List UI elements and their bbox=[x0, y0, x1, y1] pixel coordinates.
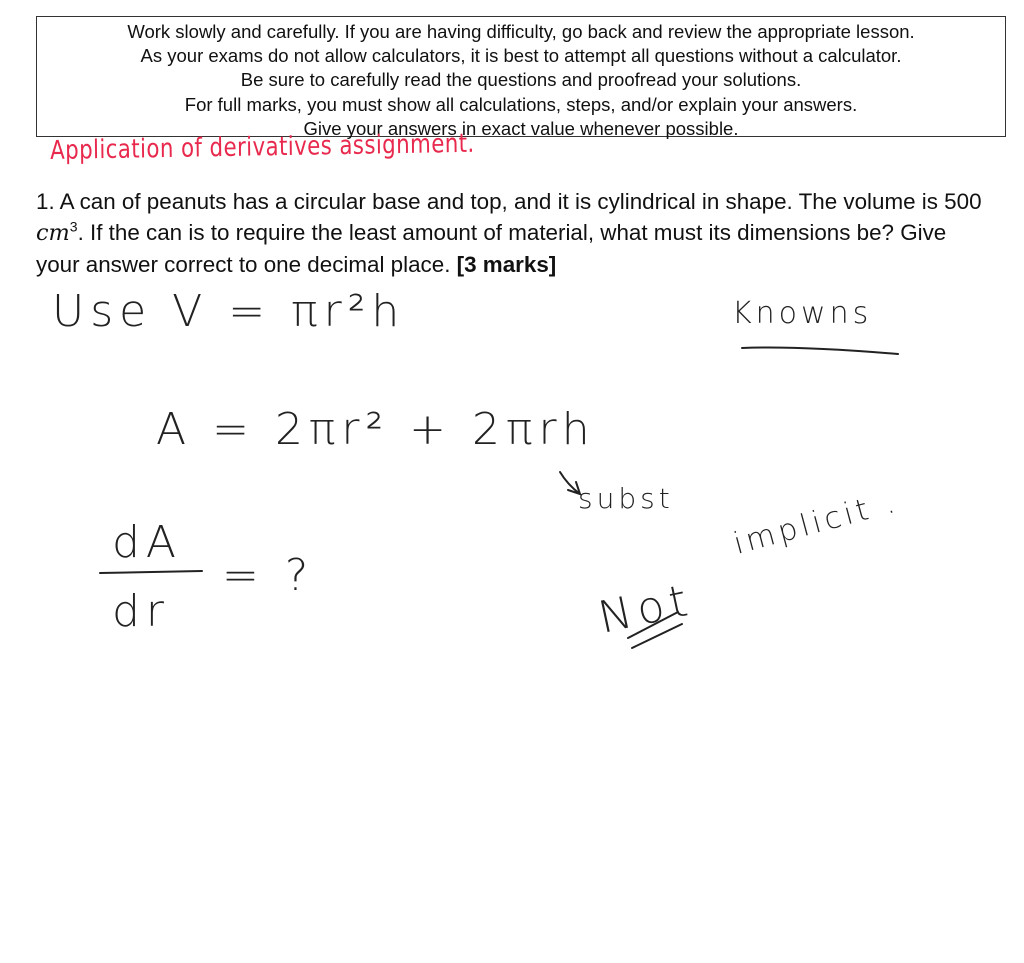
handwritten-derivative-denominator: dr bbox=[112, 586, 171, 637]
handwritten-subst: subst bbox=[578, 482, 674, 515]
volume-unit: cm bbox=[36, 220, 70, 246]
instruction-line: Work slowly and carefully. If you are having difficulty, go back and review the appropriate lesson. bbox=[127, 21, 915, 42]
instruction-line: Be sure to carefully read the questions and proofread your solutions. bbox=[240, 69, 802, 91]
question-text-part1: 1. A can of peanuts has a circular base and top, and it is cylindrical in shape. The volume is 500 bbox=[36, 189, 982, 214]
handwritten-derivative-numerator: dA bbox=[112, 517, 183, 568]
instruction-line: Give your answers in exact value whenever possible. bbox=[303, 117, 739, 139]
fraction-bar bbox=[100, 571, 202, 573]
volume-exponent: 3 bbox=[69, 218, 78, 235]
question-marks: [3 marks] bbox=[456, 252, 557, 277]
handwritten-not: Not bbox=[594, 574, 698, 644]
instruction-line: For full marks, you must show all calculations, steps, and/or explain your answers. bbox=[184, 93, 858, 115]
not-underline bbox=[628, 612, 682, 648]
knowns-underline bbox=[742, 347, 898, 354]
handwritten-equals-question: = ? bbox=[222, 550, 315, 601]
handwritten-use-formula: Use V = πr²h bbox=[52, 286, 406, 337]
assignment-heading-annotation: Application of derivatives assignment. bbox=[50, 128, 475, 166]
instruction-line: As your exams do not allow calculators, it is best to attempt all questions without a calculator. bbox=[140, 45, 902, 67]
subst-arrow bbox=[560, 472, 580, 494]
handwritten-knowns: Knowns bbox=[732, 296, 873, 331]
handwritten-implicit: implicit . bbox=[730, 484, 903, 562]
handwritten-area-formula: A = 2πr² + 2πrh bbox=[156, 404, 596, 455]
question-text-part2: . If the can is to require the least amount of material, what must its dimensions be? Give your answer correct to one decimal place. bbox=[36, 220, 947, 277]
